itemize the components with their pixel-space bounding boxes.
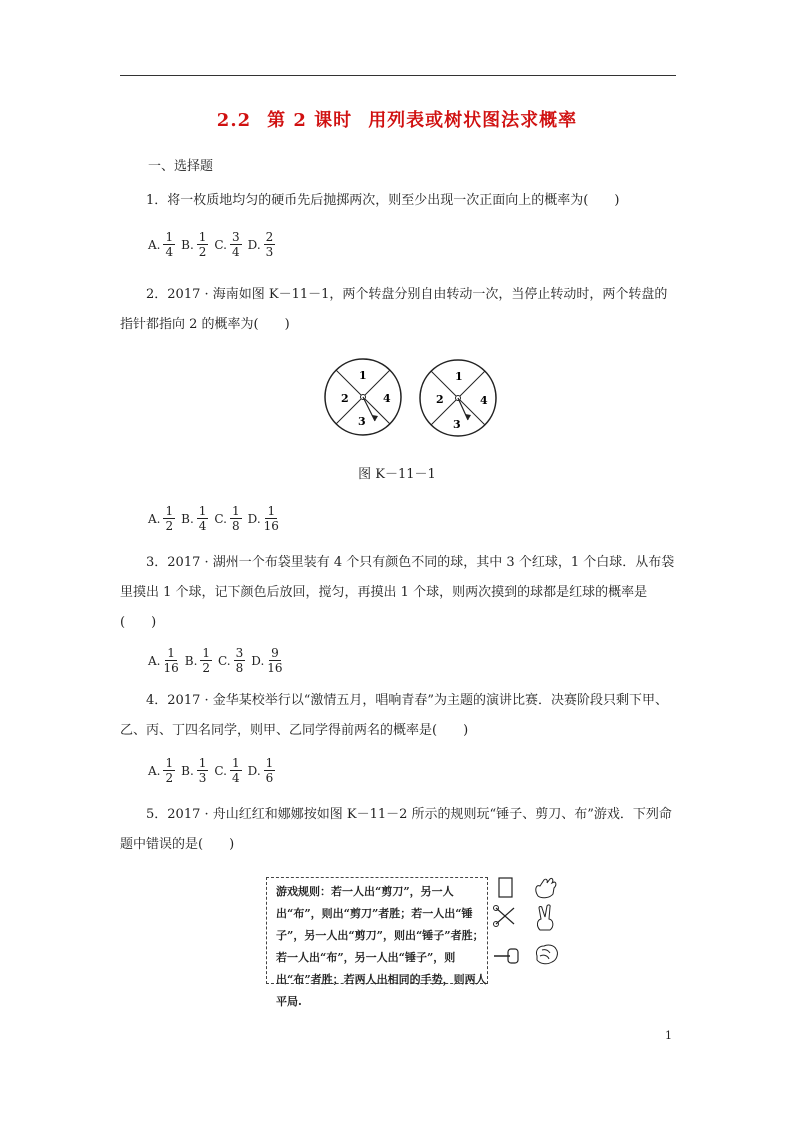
option-c bbox=[214, 230, 241, 259]
option-fraction bbox=[230, 504, 242, 533]
option-a bbox=[148, 756, 175, 785]
page-title: 2.2 第 2 课时 用列表或树状图法求概率 bbox=[216, 110, 578, 131]
option-fraction bbox=[264, 504, 279, 533]
option-letter: A. bbox=[148, 237, 161, 252]
denominator: 2 bbox=[198, 245, 207, 259]
option-fraction bbox=[163, 504, 175, 533]
denominator: 3 bbox=[198, 771, 207, 785]
scissors-hand-icon bbox=[537, 905, 552, 930]
question-2-options bbox=[148, 504, 285, 533]
numerator: 3 bbox=[231, 230, 240, 244]
question-3-options bbox=[148, 646, 289, 675]
numerator: 1 bbox=[198, 504, 207, 518]
denominator: 4 bbox=[165, 245, 174, 259]
option-letter: C. bbox=[218, 653, 231, 668]
denominator: 6 bbox=[265, 771, 274, 785]
option-fraction bbox=[267, 646, 282, 675]
denominator: 2 bbox=[165, 771, 174, 785]
option-fraction bbox=[197, 504, 209, 533]
option-fraction bbox=[230, 756, 242, 785]
option-letter: C. bbox=[214, 511, 227, 526]
option-fraction bbox=[234, 646, 246, 675]
page-number: 1 bbox=[665, 1029, 672, 1042]
numerator: 1 bbox=[202, 646, 211, 660]
hammer-icon bbox=[494, 949, 518, 963]
scissors-icon bbox=[494, 906, 515, 927]
option-fraction bbox=[264, 756, 276, 785]
numerator: 1 bbox=[267, 504, 276, 518]
option-letter: D. bbox=[247, 511, 261, 526]
option-fraction bbox=[264, 230, 276, 259]
numerator: 1 bbox=[165, 504, 174, 518]
option-a bbox=[148, 504, 175, 533]
option-b bbox=[181, 504, 208, 533]
option-fraction bbox=[197, 230, 209, 259]
spinner-right-label-1: 1 bbox=[455, 370, 463, 383]
section-heading: 一、选择题 bbox=[148, 159, 214, 174]
option-d bbox=[248, 756, 276, 785]
option-letter: B. bbox=[181, 237, 194, 252]
denominator: 8 bbox=[235, 661, 244, 675]
numerator: 1 bbox=[265, 756, 274, 770]
option-d bbox=[251, 646, 282, 675]
option-letter: C. bbox=[214, 763, 227, 778]
option-c bbox=[214, 504, 241, 533]
open-hand-icon bbox=[536, 878, 556, 897]
option-letter: D. bbox=[247, 763, 261, 778]
question-4-options bbox=[148, 756, 281, 785]
numerator: 3 bbox=[235, 646, 244, 660]
game-rules-text: 游戏规则：若一人出“剪刀”，另一人出“布”，则出“剪刀”者胜；若一人出“锤子”，另一人出“剪刀”，则出“锤子”者胜；若一人出“布”，另一人出“锤子”，则出“布”者胜；若两人出相同的手势，则两人平局. bbox=[276, 885, 487, 1008]
spinner-left bbox=[325, 359, 401, 435]
denominator: 2 bbox=[165, 519, 174, 533]
question-3: 3．2017 · 湖州一个布袋里装有 4 个只有颜色不同的球，其中 3 个红球，1 个白球．从布袋里摸出 1 个球，记下颜色后放回，搅匀，再摸出 1 个球，则两次摸到的球都是红球的概率是( ) bbox=[120, 555, 675, 630]
option-letter: C. bbox=[214, 237, 227, 252]
question-1: 1．将一枚质地均匀的硬币先后抛掷两次，则至少出现一次正面向上的概率为( ) bbox=[146, 193, 620, 208]
option-letter: B. bbox=[184, 653, 198, 668]
question-4: 4．2017 · 金华某校举行以“激情五月，唱响青春”为主题的演讲比赛．决赛阶段只剩下甲、乙、丙、丁四名同学，则甲、乙同学得前两名的概率是( ) bbox=[120, 693, 669, 738]
option-d bbox=[248, 230, 276, 259]
numerator: 1 bbox=[231, 756, 240, 770]
numerator: 1 bbox=[231, 504, 240, 518]
option-a bbox=[148, 646, 179, 675]
option-fraction bbox=[163, 756, 175, 785]
denominator: 3 bbox=[265, 245, 274, 259]
numerator: 9 bbox=[271, 646, 279, 660]
numerator: 1 bbox=[198, 230, 207, 244]
spinner-right bbox=[420, 360, 496, 436]
numerator: 1 bbox=[165, 756, 174, 770]
option-b bbox=[181, 230, 208, 259]
denominator: 8 bbox=[231, 519, 240, 533]
spinner-right-label-3: 3 bbox=[453, 418, 461, 431]
option-letter: D. bbox=[247, 237, 261, 252]
option-a bbox=[148, 230, 175, 259]
numerator: 1 bbox=[165, 230, 174, 244]
option-letter: D. bbox=[251, 653, 265, 668]
hand-gestures-figure bbox=[490, 874, 570, 974]
option-b bbox=[185, 646, 212, 675]
option-letter: B. bbox=[181, 763, 194, 778]
denominator: 4 bbox=[231, 771, 240, 785]
numerator: 1 bbox=[198, 756, 207, 770]
denominator: 16 bbox=[267, 661, 283, 675]
option-letter: A. bbox=[148, 763, 161, 778]
option-fraction bbox=[230, 230, 242, 259]
denominator: 2 bbox=[202, 661, 211, 675]
option-letter: A. bbox=[148, 511, 161, 526]
option-d bbox=[248, 504, 279, 533]
spinner-right-label-4: 4 bbox=[480, 394, 488, 407]
spinner-left-label-2: 2 bbox=[341, 392, 349, 405]
spinner-left-label-4: 4 bbox=[383, 392, 391, 405]
spinner-figure bbox=[318, 355, 508, 440]
numerator: 1 bbox=[167, 646, 175, 660]
option-c bbox=[214, 756, 241, 785]
question-5: 5．2017 · 舟山红红和娜娜按如图 K－11－2 所示的规则玩“锤子、剪刀、布”游戏．下列命题中错误的是( ) bbox=[120, 807, 672, 852]
numerator: 2 bbox=[265, 230, 274, 244]
cloth-icon bbox=[499, 878, 512, 897]
question-1-options bbox=[148, 230, 281, 259]
spinner-left-label-1: 1 bbox=[359, 369, 367, 382]
spinner-left-label-3: 3 bbox=[358, 415, 366, 428]
option-fraction bbox=[163, 646, 178, 675]
figure-caption-1: 图 K－11－1 bbox=[358, 467, 436, 482]
option-letter: B. bbox=[181, 511, 194, 526]
option-c bbox=[218, 646, 245, 675]
option-fraction bbox=[200, 646, 212, 675]
denominator: 16 bbox=[163, 661, 179, 675]
option-fraction bbox=[197, 756, 209, 785]
question-2: 2．2017 · 海南如图 K－11－1，两个转盘分别自由转动一次，当停止转动时，两个转盘的指针都指向 2 的概率为( ) bbox=[120, 287, 668, 332]
option-letter: A. bbox=[148, 653, 161, 668]
denominator: 4 bbox=[231, 245, 240, 259]
fist-icon bbox=[536, 945, 557, 964]
option-b bbox=[181, 756, 208, 785]
spinner-right-label-2: 2 bbox=[436, 393, 444, 406]
header-rule bbox=[120, 75, 676, 76]
denominator: 16 bbox=[263, 519, 279, 533]
option-fraction bbox=[163, 230, 175, 259]
denominator: 4 bbox=[198, 519, 207, 533]
